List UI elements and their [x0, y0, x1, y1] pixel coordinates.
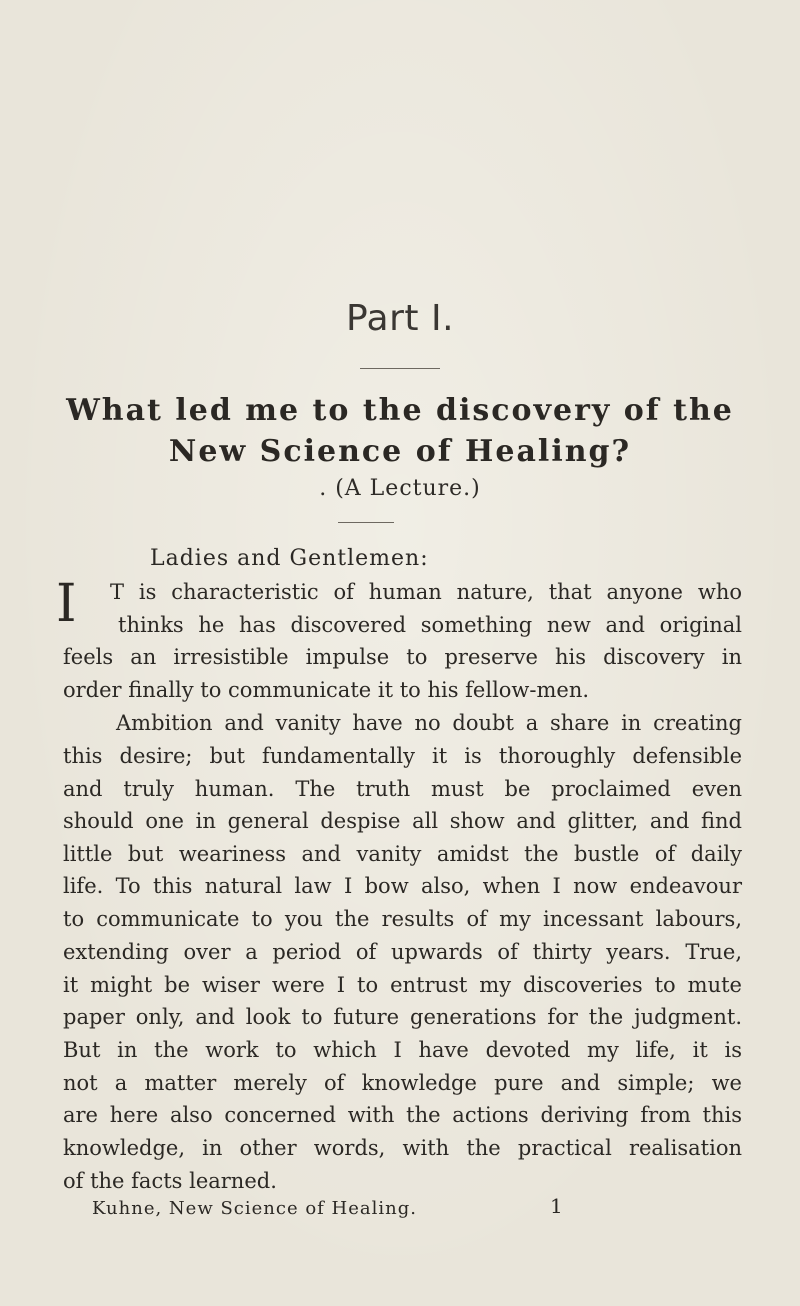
- body-line: Ambition and vanity have no doubt a share in creating: [116, 711, 742, 736]
- body-line: and truly human. The truth must be proclaimed even: [63, 776, 742, 801]
- body-line: little but weariness and vanity amidst the bustle of daily: [63, 842, 742, 867]
- running-footer: Kuhne, New Science of Healing.: [92, 1198, 417, 1220]
- body-line: thinks he has discovered something new and original: [118, 612, 742, 637]
- salutation: Ladies and Gentlemen:: [150, 546, 429, 571]
- body-line: this desire; but fundamentally it is thoroughly defensible: [63, 743, 742, 768]
- ornamental-rule: [338, 522, 394, 523]
- body-line: it might be wiser were I to entrust my discoveries to mute: [63, 972, 742, 997]
- body-line: of the facts learned.: [63, 1168, 277, 1193]
- body-line: life. To this natural law I bow also, when I now endeavour: [63, 874, 742, 899]
- body-line: But in the work to which I have devoted my life, it is: [63, 1038, 742, 1062]
- ornamental-rule: [360, 368, 440, 369]
- body-line: paper only, and look to future generations for the judgment.: [63, 1004, 742, 1029]
- part-heading: Part I.: [345, 298, 455, 339]
- body-line: knowledge, in other words, with the practical realisation: [63, 1135, 742, 1160]
- chapter-subtitle: . (A Lecture.): [319, 476, 481, 501]
- body-line: feels an irresistible impulse to preserve his discovery in: [63, 645, 742, 670]
- body-line: to communicate to you the results of my incessant labours,: [63, 907, 742, 932]
- signature-mark: 1: [550, 1194, 563, 1219]
- chapter-title: What led me to the discovery of the New Science of Healing?: [66, 393, 734, 469]
- body-line: are here also concerned with the actions deriving from this: [63, 1103, 742, 1128]
- body-line: should one in general despise all show and glitter, and find: [63, 808, 742, 833]
- drop-cap: I: [56, 574, 77, 634]
- body-line: T is characteristic of human nature, that anyone who: [110, 579, 742, 604]
- body-line: extending over a period of upwards of thirty years. True,: [63, 939, 742, 964]
- body-line: order finally to communicate it to his fellow-men.: [63, 678, 590, 703]
- body-line: not a matter merely of knowledge pure and simple; we: [63, 1071, 742, 1096]
